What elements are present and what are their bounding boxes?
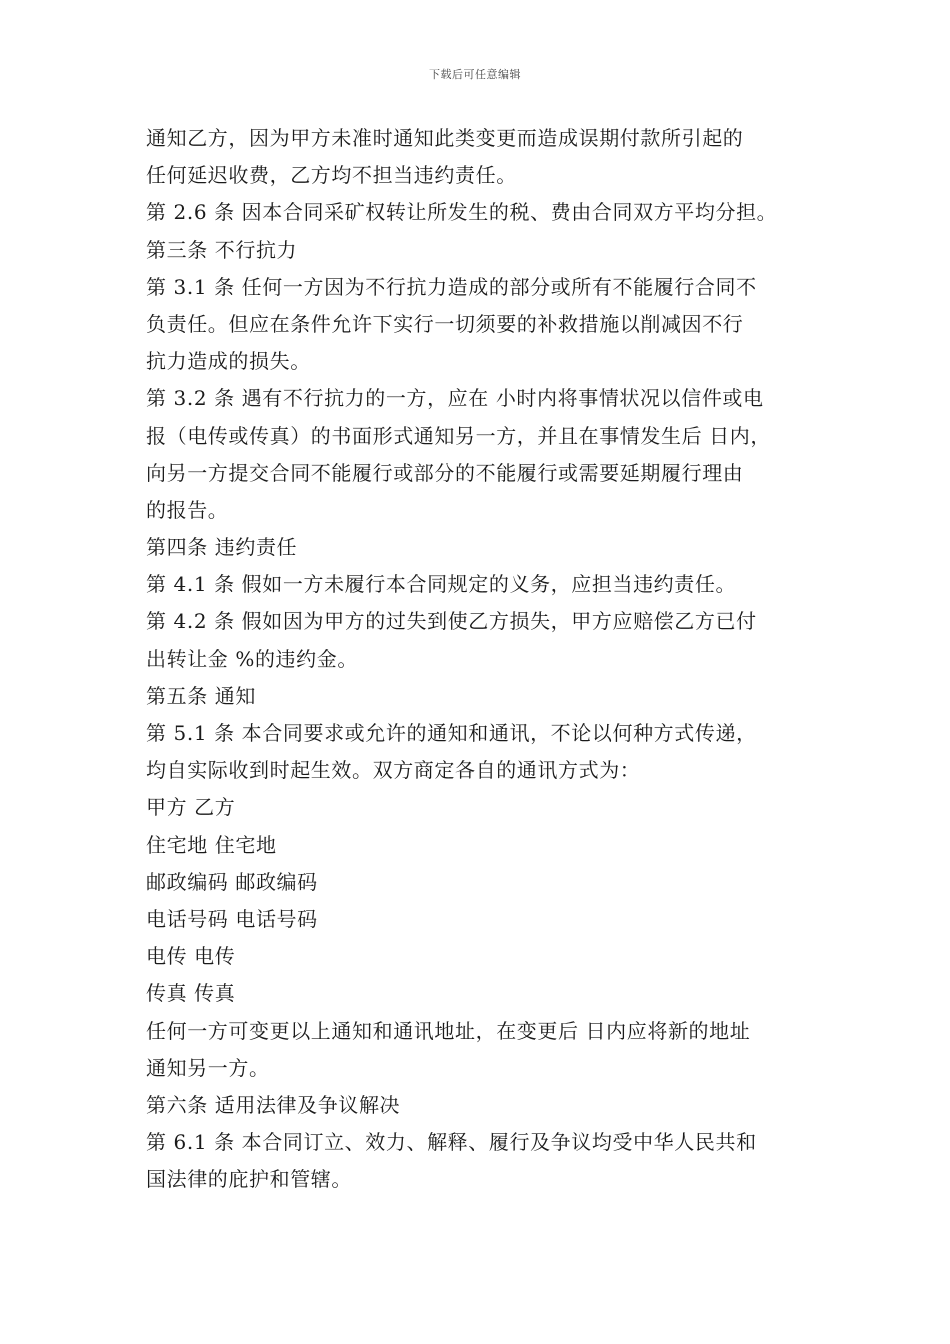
clause-3-2: 第 3.2 条 遇有不行抗力的一方，应在 小时内将事情状况以信件或电 bbox=[146, 386, 764, 411]
text-line: 的报告。 bbox=[146, 497, 229, 522]
text-line: 均自实际收到时起生效。双方商定各自的通讯方式为： bbox=[146, 758, 641, 783]
section-heading-3: 第三条 不行抗力 bbox=[146, 237, 298, 262]
text-line: 出转让金 %的违约金。 bbox=[146, 646, 358, 671]
contact-row-telex: 电传 电传 bbox=[146, 944, 236, 969]
section-heading-5: 第五条 通知 bbox=[146, 683, 256, 708]
text-line: 国法律的庇护和管辖。 bbox=[146, 1167, 352, 1192]
text-line: 报（电传或传真）的书面形式通知另一方，并且在事情发生后 日内， bbox=[146, 423, 771, 448]
contact-row-address: 住宅地 住宅地 bbox=[146, 832, 277, 857]
page-header: 下载后可任意编辑 bbox=[429, 68, 521, 81]
text-line: 向另一方提交合同不能履行或部分的不能履行或需要延期履行理由 bbox=[146, 460, 744, 485]
clause-6-1: 第 6.1 条 本合同订立、效力、解释、履行及争议均受中华人民共和 bbox=[146, 1130, 757, 1155]
section-heading-4: 第四条 违约责任 bbox=[146, 535, 298, 560]
clause-2-6: 第 2.6 条 因本合同采矿权转让所发生的税、费由合同双方平均分担。 bbox=[146, 200, 778, 225]
text-line: 抗力造成的损失。 bbox=[146, 349, 311, 374]
text-line: 任何延迟收费，乙方均不担当违约责任。 bbox=[146, 163, 517, 188]
clause-4-2: 第 4.2 条 假如因为甲方的过失到使乙方损失，甲方应赔偿乙方已付 bbox=[146, 609, 757, 634]
contact-row-fax: 传真 传真 bbox=[146, 981, 236, 1006]
clause-4-1: 第 4.1 条 假如一方未履行本合同规定的义务，应担当违约责任。 bbox=[146, 572, 737, 597]
contact-row-parties: 甲方 乙方 bbox=[146, 795, 236, 820]
text-line: 通知另一方。 bbox=[146, 1055, 270, 1080]
text-line: 任何一方可变更以上通知和通讯地址，在变更后 日内应将新的地址 bbox=[146, 1018, 751, 1043]
contact-row-phone: 电话号码 电话号码 bbox=[146, 906, 318, 931]
document-body bbox=[146, 120, 818, 1198]
contact-row-postcode: 邮政编码 邮政编码 bbox=[146, 869, 318, 894]
clause-5-1: 第 5.1 条 本合同要求或允许的通知和通讯，不论以何种方式传递， bbox=[146, 721, 757, 745]
clause-3-1: 第 3.1 条 任何一方因为不行抗力造成的部分或所有不能履行合同不 bbox=[146, 274, 757, 299]
text-line: 负责任。但应在条件允许下实行一切须要的补救措施以削减因不行 bbox=[146, 311, 744, 336]
text-line: 通知乙方，因为甲方未准时通知此类变更而造成误期付款所引起的 bbox=[146, 126, 744, 150]
section-heading-6: 第六条 适用法律及争议解决 bbox=[146, 1092, 401, 1117]
